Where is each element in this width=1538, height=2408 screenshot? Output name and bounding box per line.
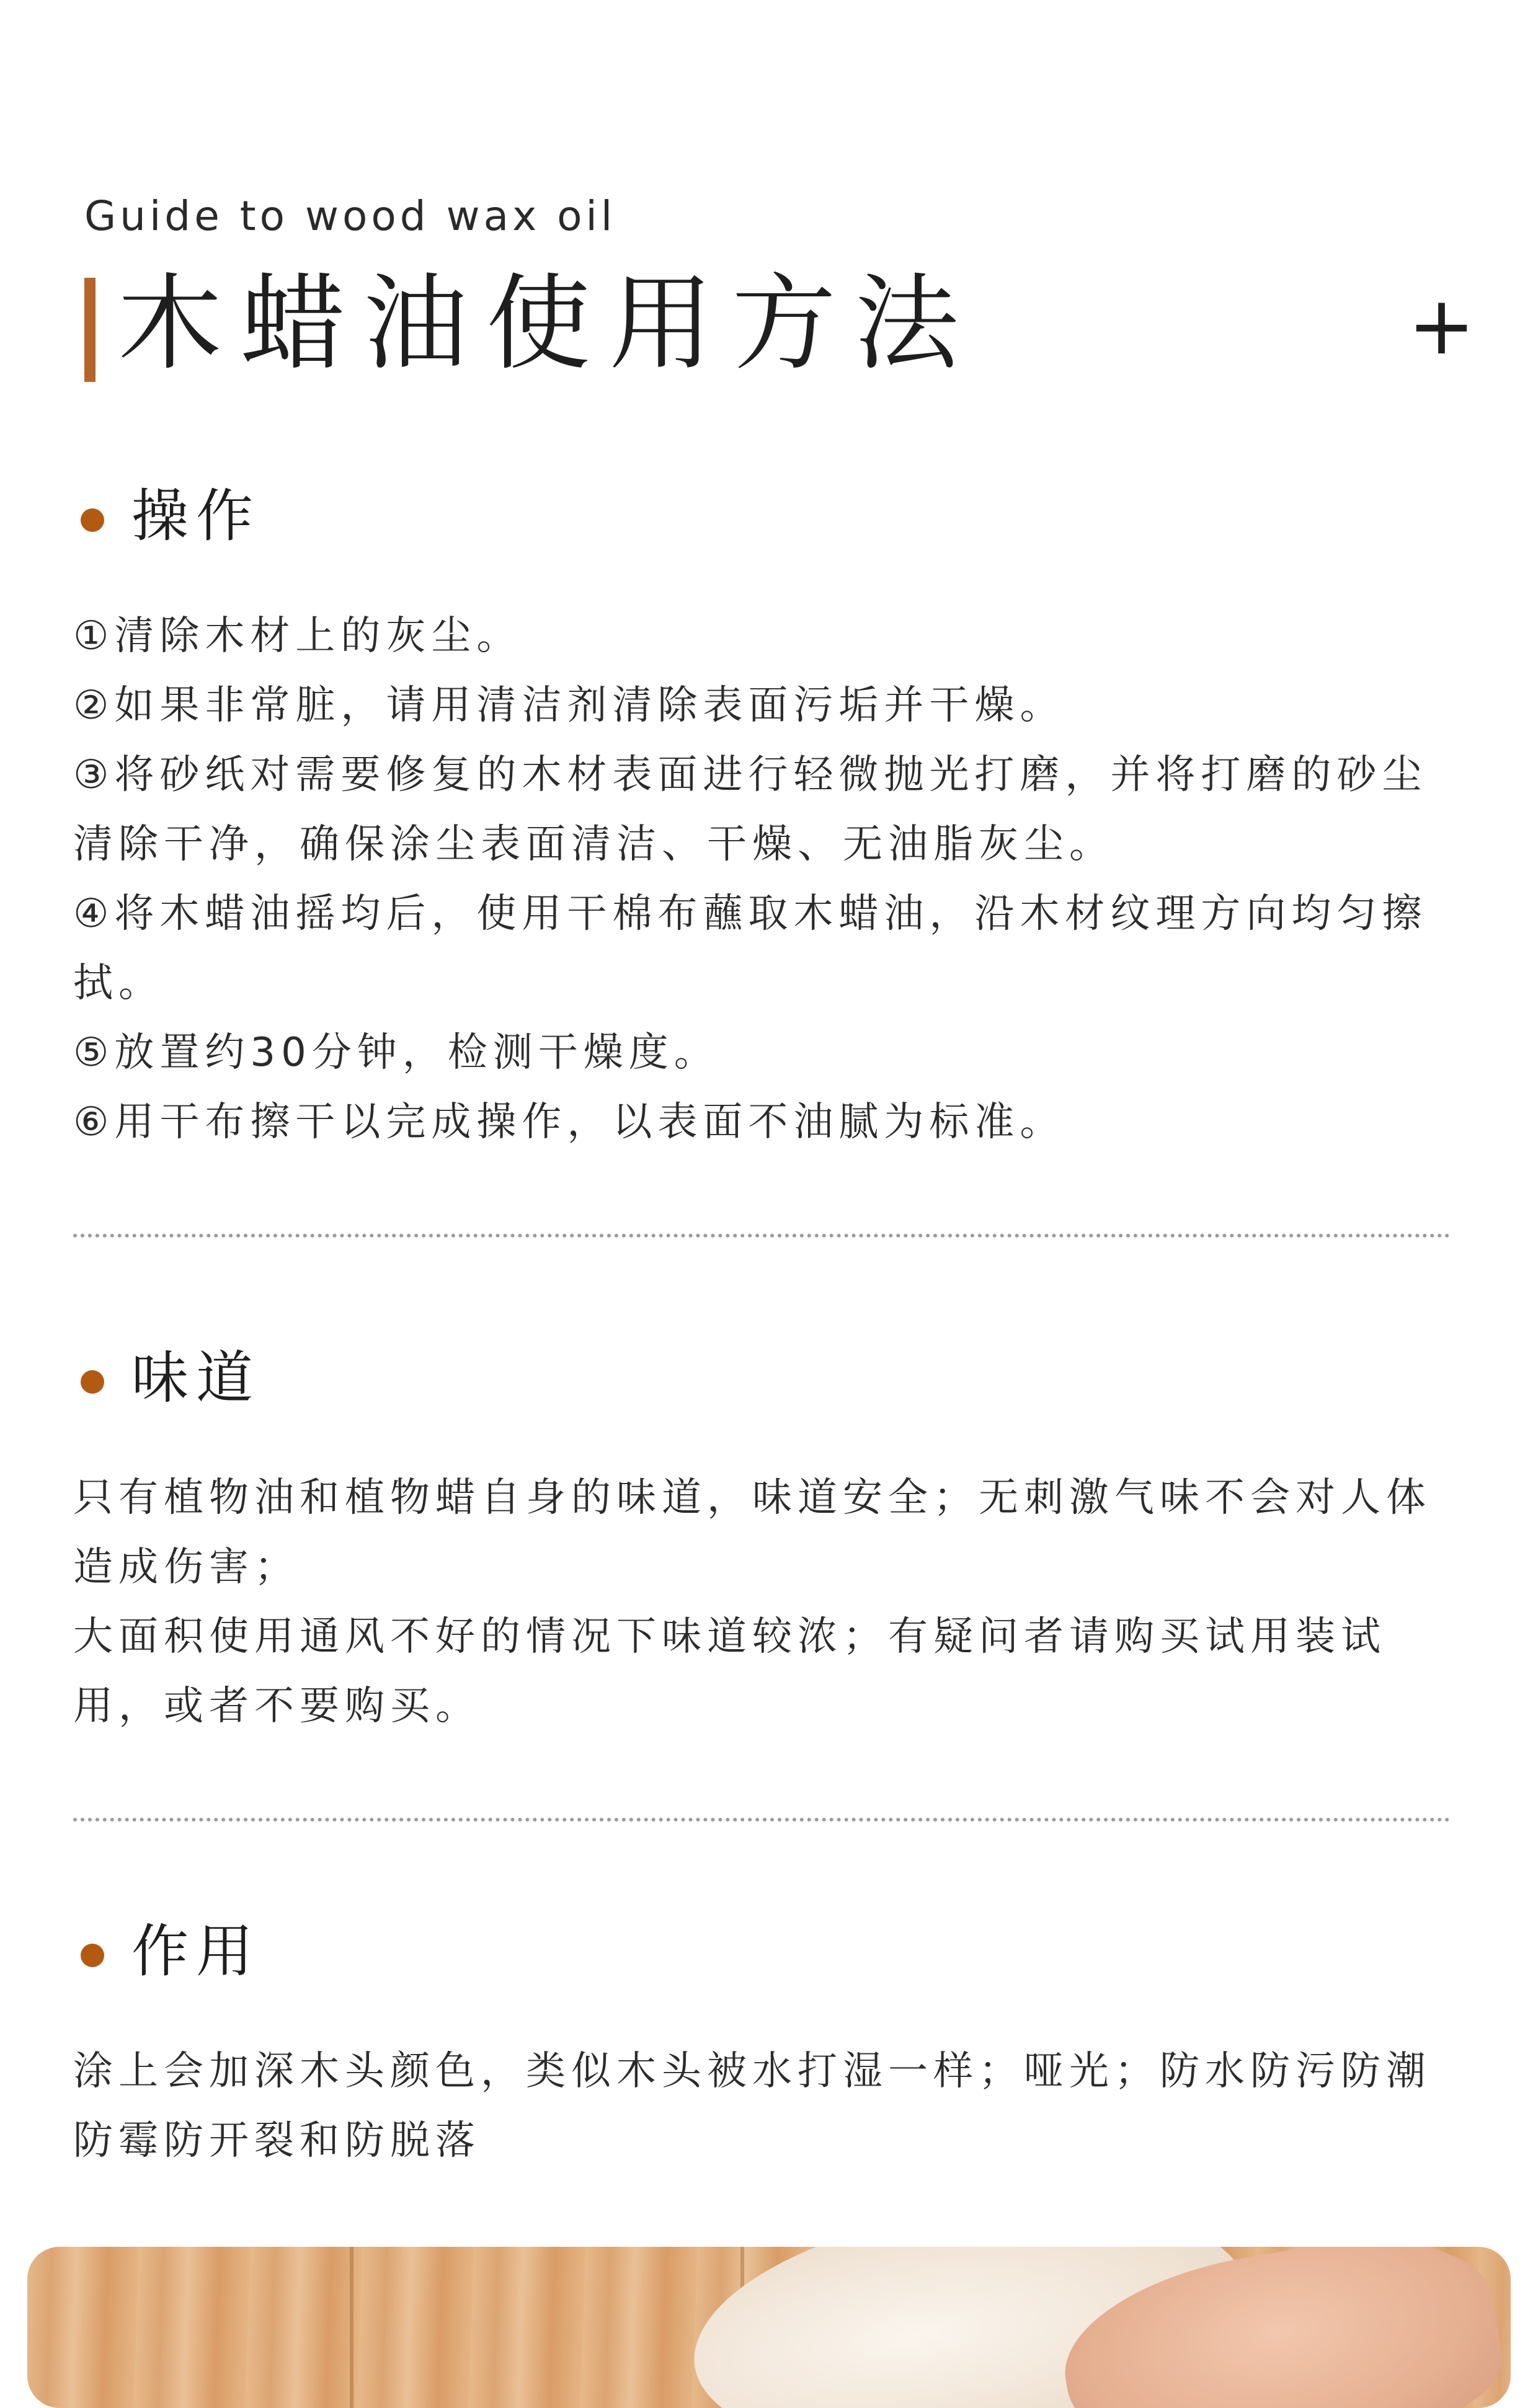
plus-icon[interactable]: +	[1408, 278, 1475, 373]
text-line: 涂上会加深木头颜色，类似木头被水打湿一样；哑光；防水防污防潮防霉防开裂和防脱落	[73, 2048, 1431, 2164]
text-line: 大面积使用通风不好的情况下味道较浓；有疑问者请购买试用装试用，或者不要购买。	[73, 1614, 1386, 1729]
step-line: ②如果非常脏，请用清洁剂清除表面污垢并干燥。	[73, 683, 1065, 728]
step-line: ①清除木材上的灰尘。	[73, 613, 522, 659]
section-title: 味道	[131, 1345, 261, 1411]
wood-floor-photo	[27, 2247, 1511, 2408]
step-line: ④将木蜡油摇均后，使用干棉布蘸取木蜡油，沿木材纹理方向均匀擦拭。	[73, 891, 1428, 1006]
step-line: ⑤放置约30分钟，检测干燥度。	[73, 1030, 719, 1076]
section-divider	[73, 1818, 1450, 1821]
bullet-dot-icon	[81, 508, 104, 532]
section-body	[73, 1463, 1438, 1741]
board-seam	[350, 2247, 353, 2408]
guide-subtitle: Guide to wood wax oil	[84, 192, 616, 240]
title-accent-bar	[84, 278, 96, 382]
step-line: ⑥用干布擦干以完成操作，以表面不油腻为标准。	[73, 1099, 1065, 1145]
bullet-dot-icon	[81, 1370, 104, 1394]
section-body	[73, 601, 1438, 1157]
page-title: 木蜡油使用方法	[118, 263, 977, 384]
section-title: 作用	[131, 1918, 261, 1985]
step-line: ③将砂纸对需要修复的木材表面进行轻微抛光打磨，并将打磨的砂尘清除干净，确保涂尘表面清洁、干燥、无油脂灰尘。	[73, 752, 1428, 867]
text-line: 只有植物油和植物蜡自身的味道，味道安全；无刺激气味不会对人体造成伤害；	[73, 1475, 1431, 1590]
section-title: 操作	[131, 483, 261, 549]
bullet-dot-icon	[81, 1944, 104, 1967]
section-divider	[73, 1234, 1450, 1237]
section-body	[73, 2037, 1438, 2176]
